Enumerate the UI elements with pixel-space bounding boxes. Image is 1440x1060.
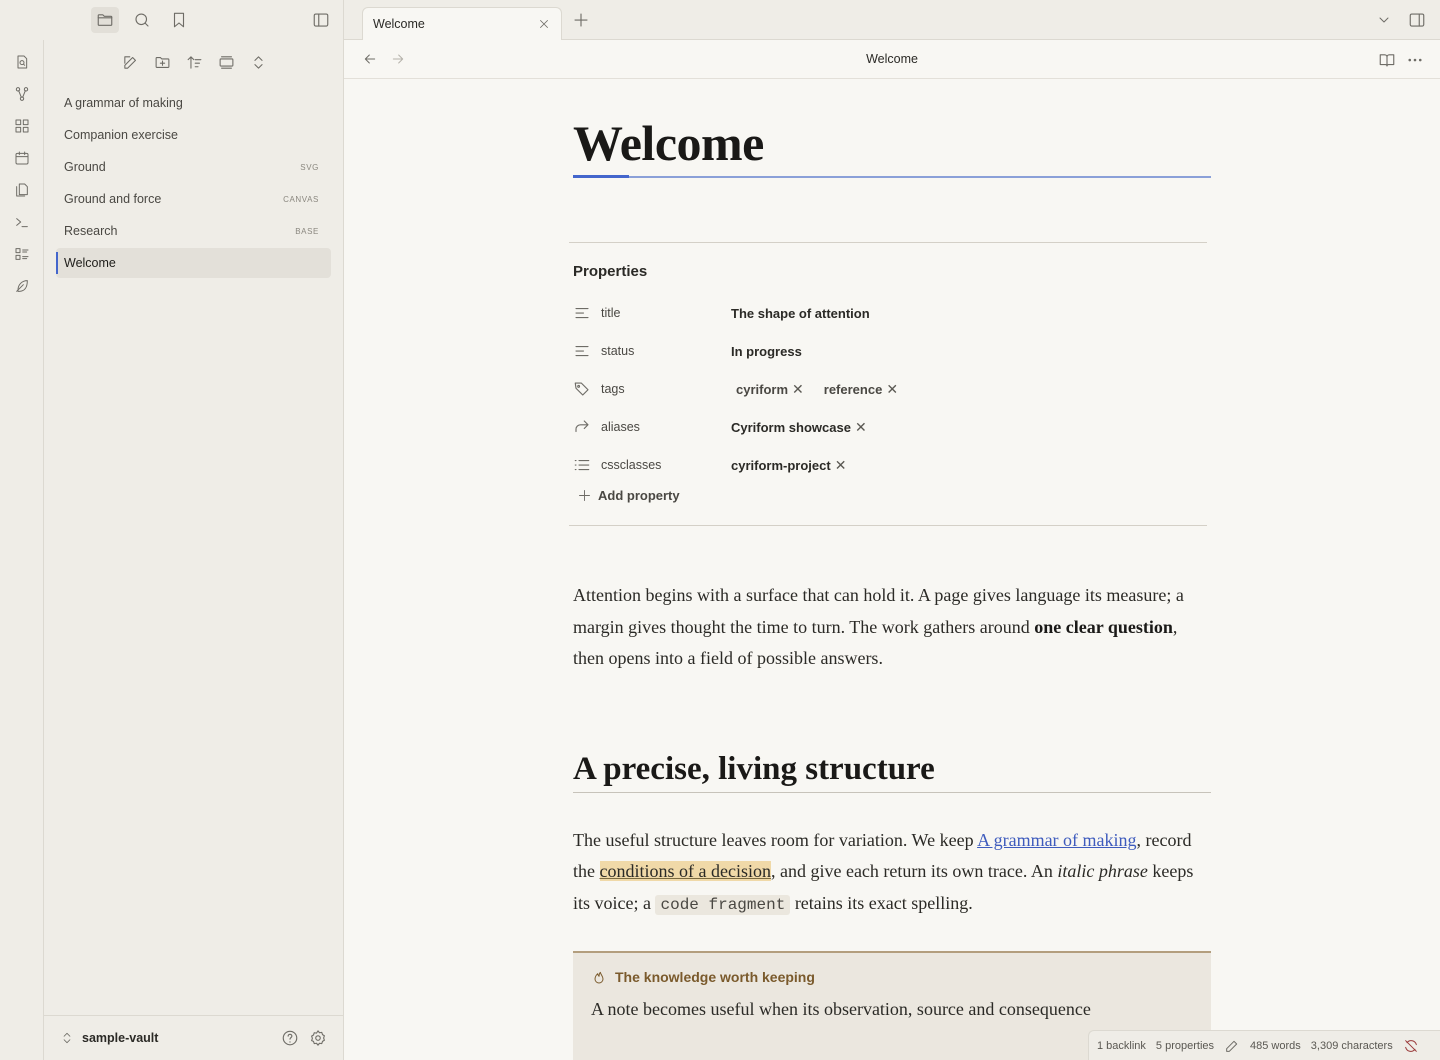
property-key[interactable] bbox=[573, 304, 731, 322]
command-palette-button[interactable] bbox=[12, 212, 32, 232]
file-list bbox=[56, 88, 331, 280]
tab-title: Welcome bbox=[373, 17, 425, 31]
paragraph-intro[interactable] bbox=[573, 580, 1211, 675]
paragraph-structure[interactable] bbox=[573, 825, 1211, 922]
terminal-icon bbox=[14, 214, 30, 230]
remove-icon[interactable]: ✕ bbox=[792, 380, 804, 397]
text-icon bbox=[573, 342, 591, 360]
vault-name[interactable]: sample-vault bbox=[82, 1031, 159, 1045]
property-key[interactable] bbox=[573, 418, 731, 436]
property-row bbox=[573, 370, 1207, 408]
file-name: Research bbox=[64, 224, 118, 238]
view-header bbox=[344, 40, 1440, 79]
tag-pill[interactable] bbox=[819, 379, 903, 400]
internal-link[interactable]: A grammar of making bbox=[977, 829, 1137, 850]
list-icon bbox=[573, 456, 591, 474]
text-run: retains its exact spelling. bbox=[790, 892, 973, 913]
calendar-icon bbox=[14, 150, 30, 166]
file-explorer bbox=[44, 40, 344, 1060]
file-name: Ground bbox=[64, 160, 106, 174]
properties-panel bbox=[569, 242, 1207, 526]
add-property-label: Add property bbox=[598, 488, 680, 503]
property-value[interactable]: In progress bbox=[731, 343, 802, 359]
more-horizontal-icon[interactable] bbox=[1406, 51, 1424, 69]
property-value bbox=[731, 455, 851, 476]
callout-title bbox=[591, 969, 1193, 985]
new-note-button[interactable] bbox=[120, 52, 140, 72]
file-name: Welcome bbox=[64, 256, 116, 270]
bold-text: one clear question bbox=[1034, 616, 1173, 637]
graph-icon bbox=[14, 86, 30, 102]
file-name: Ground and force bbox=[64, 192, 162, 206]
auto-reveal-button[interactable] bbox=[216, 52, 236, 72]
tag-pill-label: reference bbox=[823, 381, 883, 397]
character-count: 3,309 characters bbox=[1310, 1039, 1393, 1052]
layout-grid-icon bbox=[14, 118, 30, 134]
file-name: Companion exercise bbox=[64, 128, 178, 142]
ribbon bbox=[0, 40, 44, 1060]
edit-icon bbox=[122, 54, 139, 71]
text-run: Attention begins with a surface that can hold it. A page gives language its measure; a margin gives thought the time to turn. The work gathers around bbox=[573, 585, 1184, 637]
text-run: , and give each return its own trace. An bbox=[770, 861, 1058, 881]
vault-switcher-bar bbox=[44, 1015, 343, 1060]
property-key[interactable] bbox=[573, 342, 731, 360]
search-tab-button[interactable] bbox=[132, 10, 152, 30]
text-run: , record the bbox=[573, 829, 1192, 881]
text-run: , then opens into a field of possible answers. bbox=[573, 616, 1178, 668]
property-row bbox=[573, 332, 1207, 370]
add-property-button[interactable] bbox=[573, 488, 1207, 503]
note-document bbox=[573, 80, 1211, 1060]
reveal-icon bbox=[218, 54, 235, 71]
property-key-label: cssclasses bbox=[601, 458, 662, 472]
property-value bbox=[731, 417, 872, 438]
toggle-left-sidebar-button[interactable] bbox=[311, 10, 331, 30]
file-item[interactable] bbox=[56, 120, 331, 150]
property-row bbox=[573, 446, 1207, 484]
remove-icon[interactable]: ✕ bbox=[886, 380, 899, 397]
file-item[interactable] bbox=[56, 184, 331, 214]
tag-pill-label: cyriform bbox=[736, 381, 789, 397]
flame-icon bbox=[591, 969, 607, 985]
graph-view-button[interactable] bbox=[12, 84, 32, 104]
note-title[interactable]: Welcome bbox=[573, 115, 764, 171]
file-explorer-actions bbox=[44, 52, 343, 72]
bookmarks-tab-button[interactable] bbox=[169, 10, 189, 30]
property-value bbox=[731, 379, 903, 400]
collapse-all-button[interactable] bbox=[248, 52, 268, 72]
tab-bar bbox=[344, 0, 1440, 40]
help-icon[interactable] bbox=[281, 1029, 299, 1047]
publish-button[interactable] bbox=[12, 276, 32, 296]
templates-button[interactable] bbox=[12, 180, 32, 200]
book-open-icon[interactable] bbox=[1378, 51, 1396, 69]
chevrons-up-down-icon bbox=[250, 54, 267, 71]
sort-button[interactable] bbox=[184, 52, 204, 72]
forward-arrow-icon bbox=[573, 418, 591, 436]
highlighted-link[interactable]: conditions of a decision bbox=[599, 861, 771, 881]
callout-body: A note becomes useful when its observation, source and consequence bbox=[591, 999, 1091, 1019]
quick-switcher-button[interactable] bbox=[12, 52, 32, 72]
file-item[interactable] bbox=[56, 88, 331, 118]
sync-off-icon[interactable] bbox=[1403, 1038, 1419, 1054]
search-icon bbox=[133, 11, 151, 29]
files-icon bbox=[14, 182, 30, 198]
plus-icon[interactable] bbox=[572, 11, 590, 29]
alias-pill[interactable] bbox=[731, 417, 872, 438]
sidebar-tab-header bbox=[0, 0, 344, 40]
property-value[interactable]: The shape of attention bbox=[731, 305, 870, 321]
daily-note-button[interactable] bbox=[12, 148, 32, 168]
settings-gear-icon[interactable] bbox=[309, 1029, 327, 1047]
editor-content[interactable] bbox=[345, 80, 1440, 1060]
alias-pill-label: Cyriform showcase bbox=[731, 419, 851, 435]
properties-heading[interactable]: Properties bbox=[573, 263, 648, 280]
sidebar-right-icon[interactable] bbox=[1408, 11, 1426, 29]
plus-icon bbox=[577, 488, 592, 503]
pencil-icon[interactable] bbox=[1224, 1038, 1240, 1054]
title-underline bbox=[573, 176, 1211, 178]
property-key[interactable] bbox=[573, 380, 731, 398]
new-folder-button[interactable] bbox=[152, 52, 172, 72]
word-count: 485 words bbox=[1250, 1039, 1301, 1052]
properties-count[interactable]: 5 properties bbox=[1155, 1039, 1215, 1052]
file-search-icon bbox=[14, 54, 30, 70]
backlinks-count[interactable]: 1 backlink bbox=[1097, 1039, 1146, 1052]
close-icon[interactable] bbox=[537, 17, 551, 31]
chevrons-up-down-icon[interactable] bbox=[60, 1031, 74, 1045]
tag-pill[interactable] bbox=[731, 379, 809, 400]
property-key[interactable] bbox=[573, 456, 731, 474]
canvas-button[interactable] bbox=[12, 116, 32, 136]
file-badge: BASE bbox=[295, 226, 319, 236]
chevron-down-icon[interactable] bbox=[1376, 12, 1392, 28]
file-badge: SVG bbox=[300, 162, 319, 172]
feather-icon bbox=[14, 278, 30, 294]
file-item[interactable] bbox=[56, 216, 331, 246]
folder-plus-icon bbox=[154, 54, 171, 71]
cssclass-pill-label: cyriform-project bbox=[731, 457, 831, 473]
sort-icon bbox=[186, 54, 203, 71]
sidebar-left-icon bbox=[312, 11, 330, 29]
property-key-label: tags bbox=[601, 382, 625, 396]
list-layout-icon bbox=[14, 246, 30, 262]
folder-icon bbox=[96, 11, 114, 29]
remove-icon[interactable]: ✕ bbox=[834, 456, 847, 473]
text-icon bbox=[573, 304, 591, 322]
section-heading[interactable]: A precise, living structure bbox=[573, 751, 1211, 793]
italic-text: italic phrase bbox=[1057, 861, 1148, 881]
file-name: A grammar of making bbox=[64, 96, 183, 110]
cssclass-pill[interactable] bbox=[731, 455, 851, 476]
inline-code: code fragment bbox=[655, 895, 790, 915]
tab-welcome[interactable] bbox=[362, 7, 562, 40]
file-item-active[interactable] bbox=[56, 248, 331, 278]
property-row bbox=[573, 294, 1207, 332]
property-key-label: status bbox=[601, 344, 635, 358]
property-key-label: aliases bbox=[601, 420, 640, 434]
file-item[interactable] bbox=[56, 152, 331, 182]
status-bar bbox=[1088, 1030, 1440, 1060]
property-row bbox=[573, 408, 1207, 446]
file-badge: CANVAS bbox=[283, 194, 319, 204]
bases-button[interactable] bbox=[12, 244, 32, 264]
remove-icon[interactable]: ✕ bbox=[854, 418, 867, 435]
property-key-label: title bbox=[601, 306, 621, 320]
view-title[interactable]: Welcome bbox=[866, 52, 918, 66]
text-run: The useful structure leaves room for variation. We keep bbox=[573, 829, 978, 850]
bookmark-icon bbox=[170, 11, 188, 29]
files-tab-button[interactable] bbox=[91, 7, 119, 33]
text-run: keeps its voice; a bbox=[573, 861, 1194, 913]
tags-icon bbox=[573, 380, 591, 398]
callout-title-text: The knowledge worth keeping bbox=[615, 969, 815, 985]
